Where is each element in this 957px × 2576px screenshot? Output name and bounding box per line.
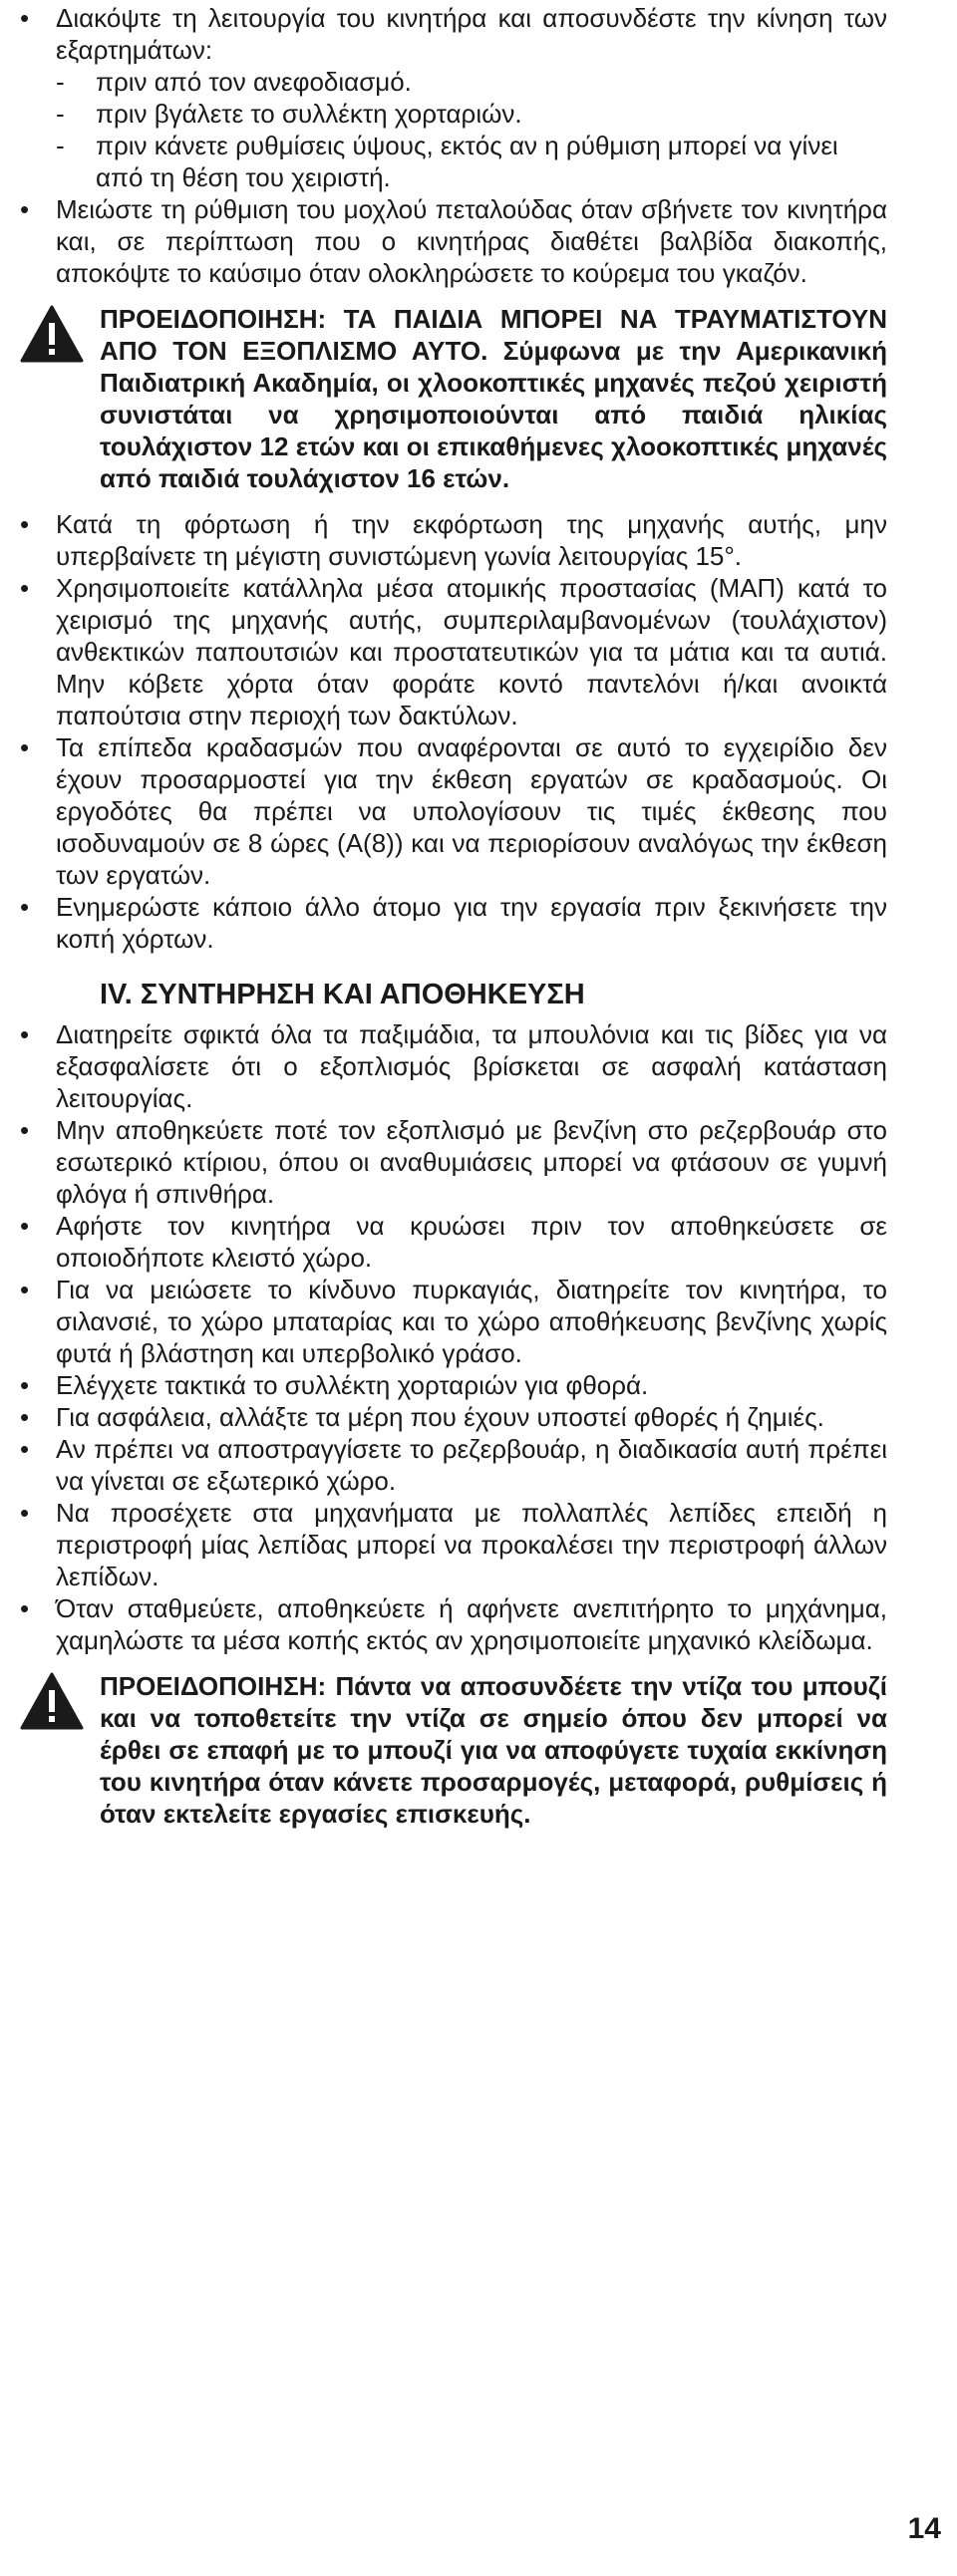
bullet-icon: • (20, 1275, 30, 1304)
warning-block (18, 1670, 887, 1830)
bullet-icon: • (20, 509, 30, 539)
bullet-item (18, 1369, 887, 1401)
bullet-text: Χρησιμοποιείτε κατάλληλα μέσα ατομικής προστασίας (ΜΑΠ) κατά το χειρισμό της μηχανής αυτής, συμπεριλαμβανομένων (τουλάχιστον) ανθεκτικών παπουτσιών και προστατευτικών για τα μάτια και τα αυτιά. Μην κόβετε χόρτα όταν φοράτε κοντό παντελόνι ή/και ανοικτά παπούτσια στην περιοχή των δακτύλων. (56, 573, 887, 730)
bullet-icon: • (20, 3, 30, 33)
sub-item (18, 98, 887, 130)
bullet-text: Διακόψτε τη λειτουργία του κινητήρα και αποσυνδέστε την κίνηση των εξαρτημάτων: (56, 3, 887, 65)
bullet-text: Ενημερώστε κάποιο άλλο άτομο για την εργασία πριν ξεκινήσετε την κοπή χόρτων. (56, 892, 887, 954)
sub-item (18, 130, 887, 193)
bullet-item (18, 1592, 887, 1656)
bullet-text: Για ασφάλεια, αλλάξτε τα μέρη που έχουν υποστεί φθορές ή ζημιές. (56, 1402, 824, 1432)
bullet-text: Όταν σταθμεύετε, αποθηκεύετε ή αφήνετε ανεπιτήρητο το μηχάνημα, χαμηλώστε τα μέσα κοπής εκτός αν χρησιμοποιείτε μηχανικό κλείδωμα. (56, 1593, 887, 1655)
bullet-item (18, 1401, 887, 1433)
bullet-icon: • (20, 732, 30, 762)
bullet-icon: • (20, 1211, 30, 1241)
bullet-text: Κατά τη φόρτωση ή την εκφόρτωση της μηχανής αυτής, μην υπερβαίνετε τη μέγιστη συνιστώμενη γωνία λειτουργίας 15°. (56, 509, 887, 571)
bullet-icon: • (20, 1434, 30, 1464)
warning-triangle-icon (20, 305, 84, 363)
warning-text: ΠΡΟΕΙΔΟΠΟΙΗΣΗ: ΤΑ ΠΑΙΔΙΑ ΜΠΟΡΕΙ ΝΑ ΤΡΑΥΜΑΤΙΣΤΟΥΝ ΑΠΟ ΤΟΝ ΕΞΟΠΛΙΣΜΟ ΑΥΤΟ. Σύμφωνα με την Αμερικανική Παιδιατρική Ακαδημία, οι χλοοκοπτικές μηχανές πεζού χειριστή συνιστάται να χρησιμοποιούνται από παιδιά ηλικίας τουλάχιστον 12 ετών και οι επικαθήμενες χλοοκοπτικές μηχανές από παιδιά τουλάχιστον 16 ετών. (100, 304, 887, 493)
bullet-icon: • (20, 1115, 30, 1145)
sub-item-text: πριν από τον ανεφοδιασμό. (96, 67, 412, 97)
bullet-item (18, 2, 887, 66)
bullet-item (18, 1210, 887, 1274)
content-column (18, 2, 887, 1830)
bullet-text: Τα επίπεδα κραδασμών που αναφέρονται σε αυτό το εγχειρίδιο δεν έχουν προσαρμοστεί για την έκθεση εργατών σε κραδασμούς. Οι εργοδότες θα πρέπει να υπολογίσουν τις τιμές έκθεσης που ισοδυναμούν σε 8 ώρες (A(8)) και να περιορίσουν αναλόγως την έκθεση των εργατών. (56, 732, 887, 890)
bullet-item (18, 508, 887, 572)
bullet-text: Διατηρείτε σφικτά όλα τα παξιμάδια, τα μπουλόνια και τις βίδες για να εξασφαλίσετε ότι ο εξοπλισμός βρίσκεται σε ασφαλή κατάσταση λειτουργίας. (56, 1019, 887, 1113)
bullet-item (18, 891, 887, 955)
bullet-icon: • (20, 1019, 30, 1049)
dash-icon: - (56, 67, 65, 97)
bullet-item (18, 1497, 887, 1592)
bullet-icon: • (20, 573, 30, 603)
bullet-icon: • (20, 1370, 30, 1400)
bullet-item (18, 572, 887, 731)
bullet-icon: • (20, 194, 30, 224)
bullet-text: Μειώστε τη ρύθμιση του μοχλού πεταλούδας όταν σβήνετε τον κινητήρα και, σε περίπτωση που ο κινητήρας διαθέτει βαλβίδα διακοπής, αποκόψτε το καύσιμο όταν ολοκληρώσετε το κούρεμα του γκαζόν. (56, 194, 887, 288)
sub-item (18, 66, 887, 98)
bullet-icon: • (20, 1593, 30, 1623)
warning-block (18, 303, 887, 494)
bullet-item (18, 1114, 887, 1210)
bullet-text: Να προσέχετε στα μηχανήματα με πολλαπλές λεπίδες επειδή η περιστροφή μίας λεπίδας μπορεί να προκαλέσει την περιστροφή άλλων λεπίδων. (56, 1498, 887, 1591)
bullet-item (18, 1433, 887, 1497)
bullet-icon: • (20, 892, 30, 922)
bullet-text: Για να μειώσετε το κίνδυνο πυρκαγιάς, διατηρείτε τον κινητήρα, το σιλανσιέ, το χώρο μπαταρίας και το χώρο αποθήκευσης βενζίνης χωρίς φυτά ή βλάστηση και υπερβολικό γράσο. (56, 1275, 887, 1368)
section-heading: IV. ΣΥΝΤΗΡΗΣΗ ΚΑΙ ΑΠΟΘΗΚΕΥΣΗ (100, 979, 585, 1010)
dash-icon: - (56, 99, 65, 129)
bullet-text: Αφήστε τον κινητήρα να κρυώσει πριν τον αποθηκεύσετε σε οποιοδήποτε κλειστό χώρο. (56, 1211, 887, 1273)
warning-text: ΠΡΟΕΙΔΟΠΟΙΗΣΗ: Πάντα να αποσυνδέετε την ντίζα του μπουζί και να τοποθετείτε την ντίζα σε σημείο όπου δεν μπορεί να έρθει σε επαφή με το μπουζί για να αποφύγετε τυχαία εκκίνηση του κινητήρα όταν κάνετε προσαρμογές, μεταφορά, ρυθμίσεις ή όταν εκτελείτε εργασίες επισκευής. (100, 1671, 887, 1829)
warning-triangle-icon (20, 1672, 84, 1730)
bullet-icon: • (20, 1402, 30, 1432)
bullet-item (18, 1018, 887, 1114)
bullet-text: Μην αποθηκεύετε ποτέ τον εξοπλισμό με βενζίνη στο ρεζερβουάρ στο εσωτερικό κτίριου, όπου οι αναθυμιάσεις μπορεί να φτάσουν σε γυμνή φλόγα ή σπινθήρα. (56, 1115, 887, 1209)
page-number: 14 (907, 2512, 941, 2545)
bullet-text: Ελέγχετε τακτικά το συλλέκτη χορταριών για φθορά. (56, 1370, 649, 1400)
bullet-item (18, 731, 887, 891)
bullet-icon: • (20, 1498, 30, 1528)
bullet-item (18, 193, 887, 289)
bullet-item (18, 1274, 887, 1369)
dash-icon: - (56, 131, 65, 160)
sub-item-text: πριν βγάλετε το συλλέκτη χορταριών. (96, 99, 522, 129)
bullet-text: Αν πρέπει να αποστραγγίσετε το ρεζερβουάρ, η διαδικασία αυτή πρέπει να γίνεται σε εξωτερικό χώρο. (56, 1434, 887, 1496)
sub-item-text: πριν κάνετε ρυθμίσεις ύψους, εκτός αν η ρύθμιση μπορεί να γίνει από τη θέση του χειριστή. (96, 131, 838, 192)
